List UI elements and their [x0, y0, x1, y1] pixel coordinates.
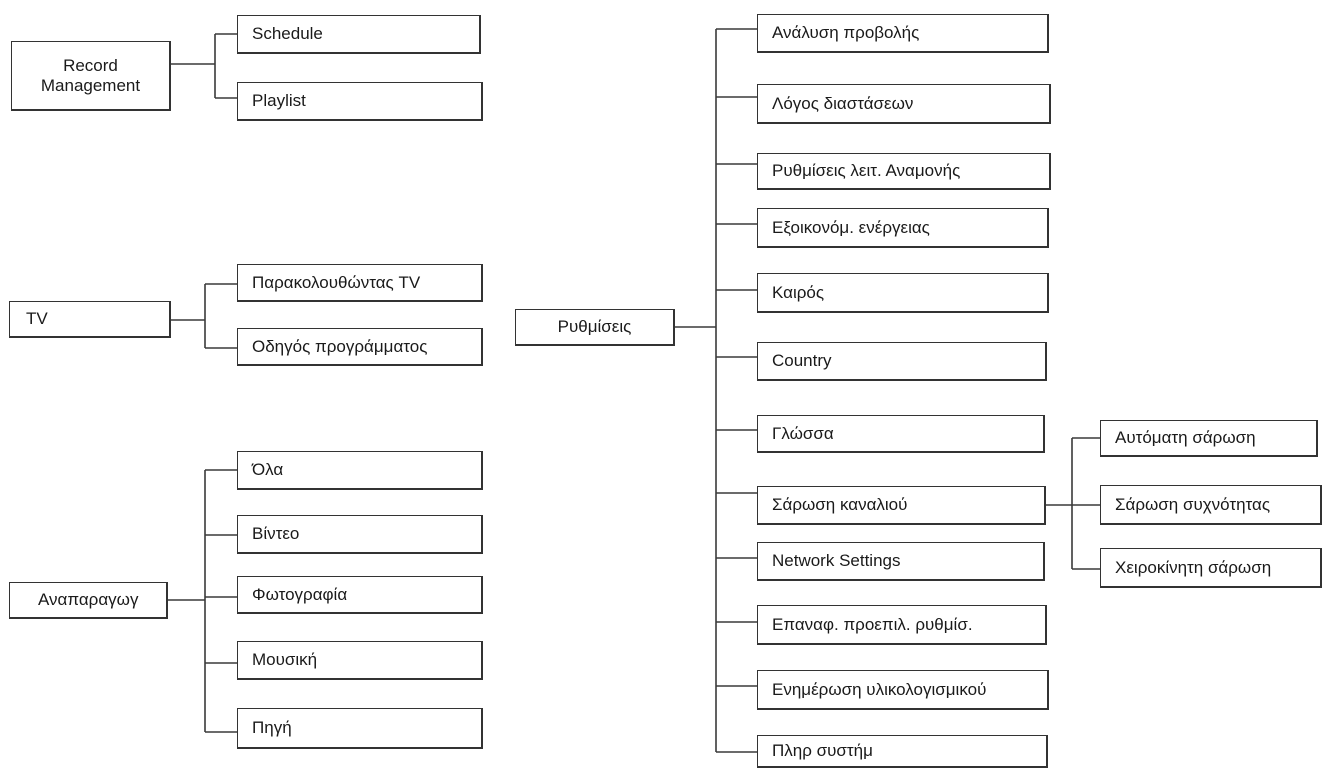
photo-box: Φωτογραφία	[237, 576, 483, 614]
record-management-box	[11, 41, 171, 111]
all-box: Όλα	[237, 451, 483, 490]
language-box: Γλώσσα	[757, 415, 1045, 453]
connector-channel-scan	[1046, 438, 1100, 569]
settings-box: Ρυθμίσεις	[515, 309, 675, 346]
schedule-box: Schedule	[237, 15, 481, 54]
aspect-ratio-box: Λόγος διαστάσεων	[757, 84, 1051, 124]
source-box: Πηγή	[237, 708, 483, 749]
tv-box: TV	[9, 301, 171, 338]
record-management-label-line1: Record	[63, 55, 118, 75]
standby-settings-box: Ρυθμίσεις λειτ. Αναμονής	[757, 153, 1051, 190]
connector-playback	[168, 470, 237, 732]
power-saving-box: Εξοικονόμ. ενέργειας	[757, 208, 1049, 248]
connector-tv	[171, 284, 237, 348]
frequency-scan-box: Σάρωση συχνότητας	[1100, 485, 1322, 525]
playback-box: Αναπαραγωγ	[9, 582, 168, 619]
video-box: Βίντεο	[237, 515, 483, 554]
connector-settings	[675, 29, 757, 752]
program-guide-box: Οδηγός προγράμματος	[237, 328, 483, 366]
country-box: Country	[757, 342, 1047, 381]
music-box: Μουσική	[237, 641, 483, 680]
firmware-update-box: Ενημέρωση υλικολογισμικού	[757, 670, 1049, 710]
auto-scan-box: Αυτόματη σάρωση	[1100, 420, 1318, 457]
weather-box: Καιρός	[757, 273, 1049, 313]
record-management-label-line2: Management	[40, 75, 141, 95]
system-info-box: Πληρ συστήμ	[757, 735, 1048, 768]
connector-record-management	[171, 34, 237, 98]
display-resolution-box: Ανάλυση προβολής	[757, 14, 1049, 53]
network-settings-box: Network Settings	[757, 542, 1045, 581]
channel-scan-box: Σάρωση καναλιού	[757, 486, 1046, 525]
manual-scan-box: Χειροκίνητη σάρωση	[1100, 548, 1322, 588]
factory-reset-box: Επαναφ. προεπιλ. ρυθμίσ.	[757, 605, 1047, 645]
playlist-box: Playlist	[237, 82, 483, 121]
watching-tv-box: Παρακολουθώντας TV	[237, 264, 483, 302]
